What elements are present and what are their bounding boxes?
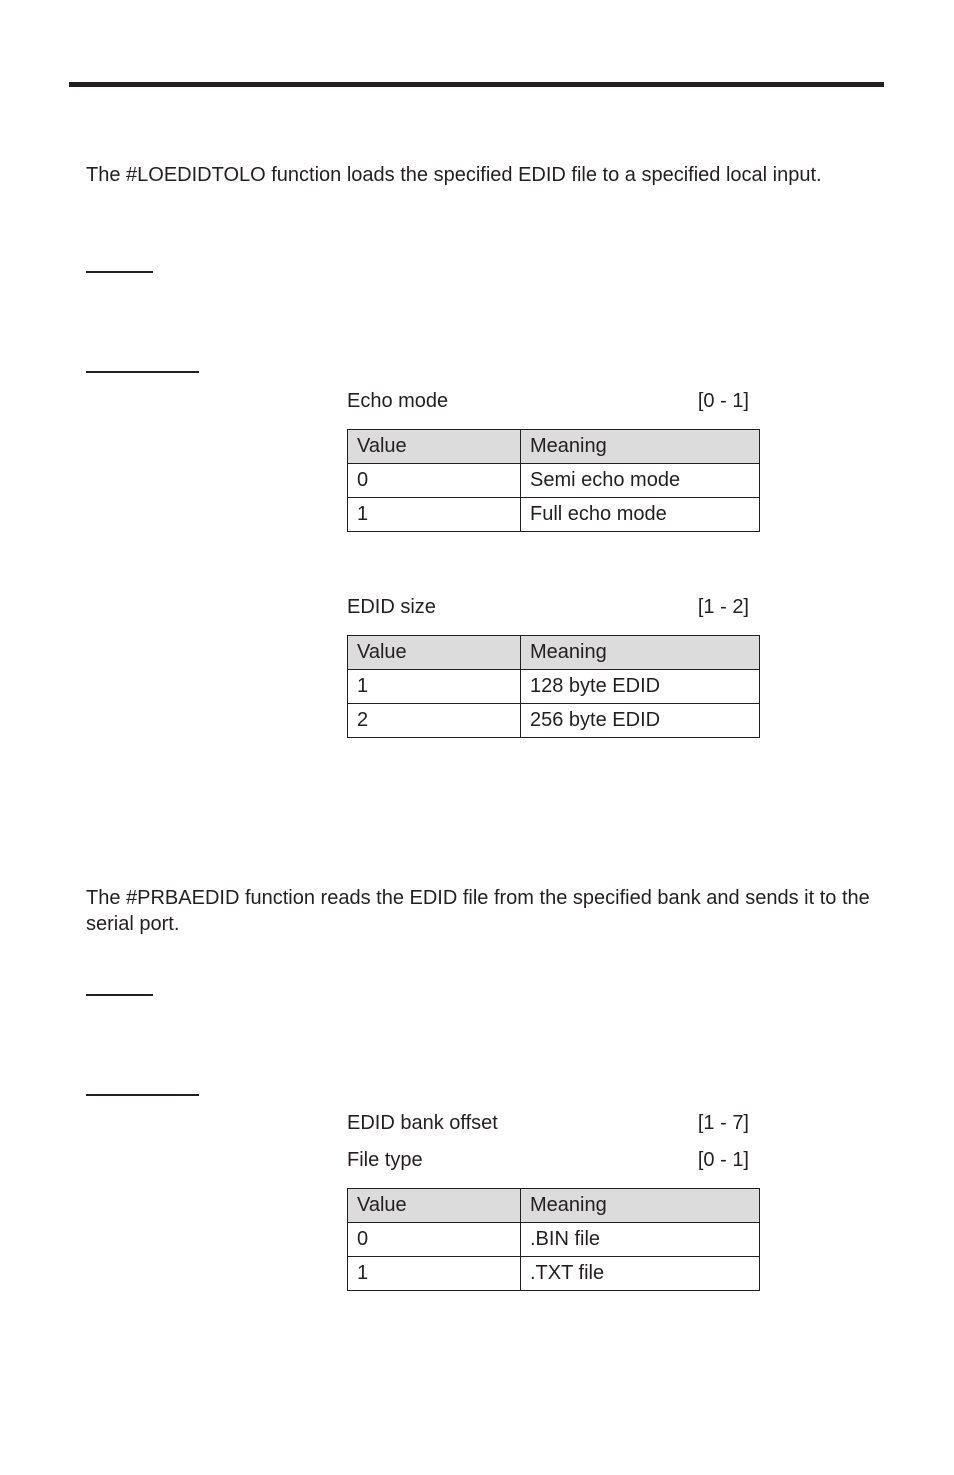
param-range: [1 - 2] — [697, 596, 749, 618]
table-header-row — [348, 636, 760, 670]
param-name: EDID size — [347, 596, 436, 618]
param-file-type — [347, 1148, 749, 1172]
header-value: Value — [348, 430, 521, 464]
parameters-heading-rule — [86, 1094, 199, 1096]
prbaedid-description: The #PRBAEDID function reads the EDID file from the specified bank and sends it to the serial port. — [86, 887, 870, 935]
cell-meaning: 128 byte EDID — [521, 670, 760, 704]
cell-meaning: 256 byte EDID — [521, 704, 760, 738]
cell-value: 1 — [348, 670, 521, 704]
param-name: Echo mode — [347, 390, 449, 412]
header-value: Value — [348, 636, 521, 670]
table-row — [348, 670, 760, 704]
table-row — [348, 1257, 760, 1291]
param-name: EDID bank offset — [347, 1112, 498, 1134]
cell-meaning: .BIN file — [521, 1223, 760, 1257]
cell-value: 0 — [348, 464, 521, 498]
header-value: Value — [348, 1189, 521, 1223]
param-range: [1 - 7] — [697, 1112, 749, 1134]
table-header-row — [348, 1189, 760, 1223]
loedidtolo-description: The #LOEDIDTOLO function loads the specified EDID file to a specified local input. — [86, 164, 822, 186]
param-edid-size — [347, 595, 749, 619]
edid-size-table — [347, 635, 760, 738]
header-meaning: Meaning — [521, 430, 760, 464]
param-echo-mode — [347, 389, 749, 413]
cell-meaning: Semi echo mode — [521, 464, 760, 498]
table-row — [348, 464, 760, 498]
syntax-heading-rule — [86, 271, 153, 273]
table-header-row — [348, 430, 760, 464]
cell-meaning: .TXT file — [521, 1257, 760, 1291]
file-type-table — [347, 1188, 760, 1291]
table-row — [348, 1223, 760, 1257]
syntax-heading-rule — [86, 994, 153, 996]
header-meaning: Meaning — [521, 1189, 760, 1223]
table-row — [348, 704, 760, 738]
cell-meaning: Full echo mode — [521, 498, 760, 532]
parameters-heading-rule — [86, 371, 199, 373]
table-row — [348, 498, 760, 532]
cell-value: 2 — [348, 704, 521, 738]
header-meaning: Meaning — [521, 636, 760, 670]
cell-value: 1 — [348, 498, 521, 532]
cell-value: 0 — [348, 1223, 521, 1257]
top-rule — [69, 82, 884, 87]
param-range: [0 - 1] — [697, 1149, 749, 1171]
cell-value: 1 — [348, 1257, 521, 1291]
param-edid-bank-offset — [347, 1111, 749, 1135]
param-name: File type — [347, 1149, 423, 1171]
param-range: [0 - 1] — [697, 390, 749, 412]
echo-mode-table — [347, 429, 760, 532]
